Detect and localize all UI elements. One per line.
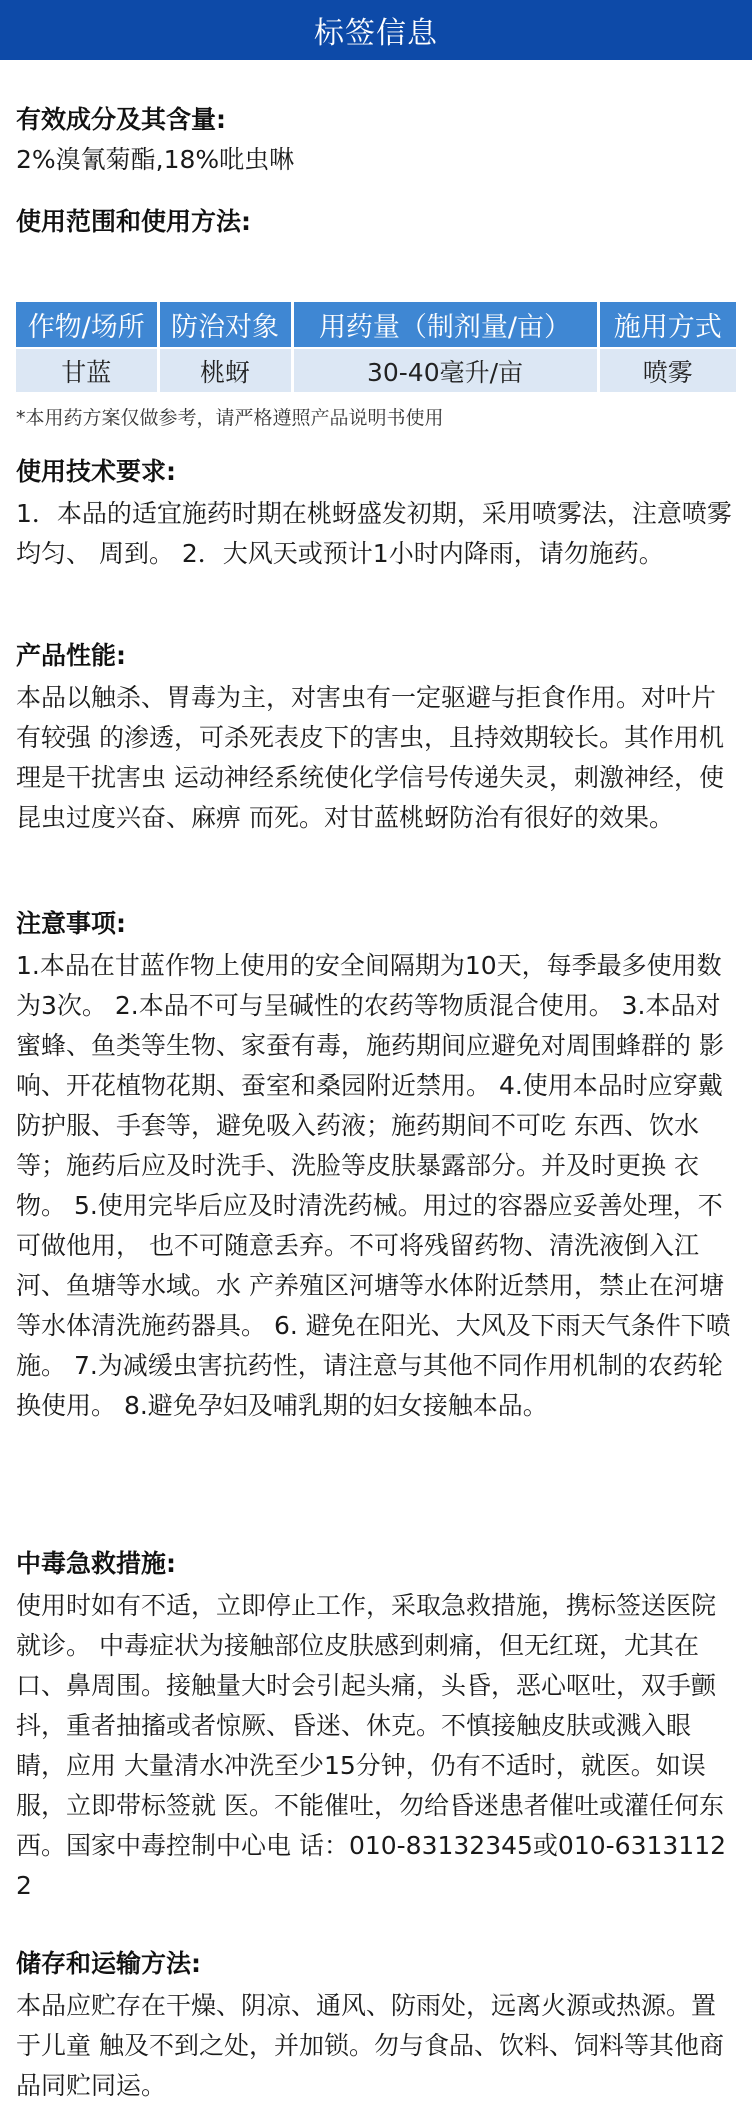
usage-heading: 使用范围和使用方法: xyxy=(16,207,251,236)
performance-section xyxy=(16,638,736,838)
technical-section xyxy=(16,454,736,574)
usage-note: *本用药方案仅做参考，请严格遵照产品说明书使用 xyxy=(16,407,444,429)
precautions-text: 1.本品在甘蓝作物上使用的安全间隔期为10天，每季最多使用数为3次。 2.本品不可与呈碱性的农药等物质混合使用。 3.本品对蜜蜂、鱼类等生物、家蚕有毒，施药期间应避免对周围蜂群的 影响、开花植物花期、蚕室和桑园附近禁用。 4.使用本品时应穿戴防护服、手套等，避免吸入药液；施药期间不可吃 东西、饮水等；施药后应及时洗手、洗脸等皮肤暴露部分。并及时更换 衣物。 5.使用完毕后应及时清洗药械。用过的容器应妥善处理，不可做他用， 也不可随意丢弃。不可将残留药物、清洗液倒入江河、鱼塘等水域。水 产养殖区河塘等水体附近禁用，禁止在河塘等水体清洗施药器具。 6. 避免在阳光、大风及下雨天气条件下喷施。 7.为减缓虫害抗药性，请注意与其他不同作用机制的农药轮换使用。 8.避免孕妇及哺乳期的妇女接触本品。 xyxy=(16,951,731,1420)
performance-text: 本品以触杀、胃毒为主，对害虫有一定驱避与拒食作用。对叶片有较强 的渗透，可杀死表皮下的害虫，且持效期较长。其作用机理是干扰害虫 运动神经系统使化学信号传递失灵，刺激神经，使昆虫过度兴奋、麻痹 而死。对甘蓝桃蚜防治有很好的效果。 xyxy=(16,683,724,832)
technical-text: 1．本品的适宜施药时期在桃蚜盛发初期，采用喷雾法，注意喷雾均匀、 周到。 2．大风天或预计1小时内降雨，请勿施药。 xyxy=(16,499,732,568)
cell-crop: 甘蓝 xyxy=(16,348,158,392)
dosage-table-header xyxy=(16,302,736,348)
cell-dosage: 30-40毫升/亩 xyxy=(292,348,598,392)
storage-text: 本品应贮存在干燥、阴凉、通风、防雨处，远离火源或热源。置于儿童 触及不到之处，并加锁。勿与食品、饮料、饲料等其他商品同贮同运。 xyxy=(16,1991,724,2100)
column-header-target: 防治对象 xyxy=(158,302,292,348)
ingredients-section xyxy=(16,102,736,180)
page-title: 标签信息 xyxy=(314,16,438,51)
storage-section xyxy=(16,1946,736,2106)
ingredients-heading: 有效成分及其含量: xyxy=(16,105,226,134)
first-aid-heading: 中毒急救措施: xyxy=(16,1549,176,1578)
storage-heading: 储存和运输方法: xyxy=(16,1949,201,1978)
precautions-heading: 注意事项: xyxy=(16,909,126,938)
cell-target: 桃蚜 xyxy=(158,348,292,392)
column-header-dosage: 用药量（制剂量/亩） xyxy=(292,302,598,348)
column-header-method: 施用方式 xyxy=(598,302,736,348)
table-row xyxy=(16,348,736,392)
dosage-table xyxy=(16,302,736,392)
first-aid-section xyxy=(16,1546,736,1906)
page-header xyxy=(0,0,752,60)
performance-heading: 产品性能: xyxy=(16,641,126,670)
usage-section xyxy=(16,204,736,240)
first-aid-text: 使用时如有不适，立即停止工作，采取急救措施，携标签送医院就诊。 中毒症状为接触部位皮肤感到刺痛，但无红斑，尤其在口、鼻周围。接触量大时会引起头痛，头昏，恶心呕吐，双手颤 抖，重者抽搐或者惊厥、昏迷、休克。不慎接触皮肤或溅入眼睛，应用 大量清水冲洗至少15分钟，仍有不适时，就医。如误服，立即带标签就 医。不能催吐，勿给昏迷患者催吐或灌任何东西。国家中毒控制中心电 话：010-83132345或010-63131122 xyxy=(16,1591,727,1900)
precautions-section xyxy=(16,906,736,1426)
cell-method: 喷雾 xyxy=(598,348,736,392)
column-header-crop: 作物/场所 xyxy=(16,302,158,348)
technical-heading: 使用技术要求: xyxy=(16,457,176,486)
ingredients-text: 2%溴氰菊酯,18%吡虫啉 xyxy=(16,145,295,174)
